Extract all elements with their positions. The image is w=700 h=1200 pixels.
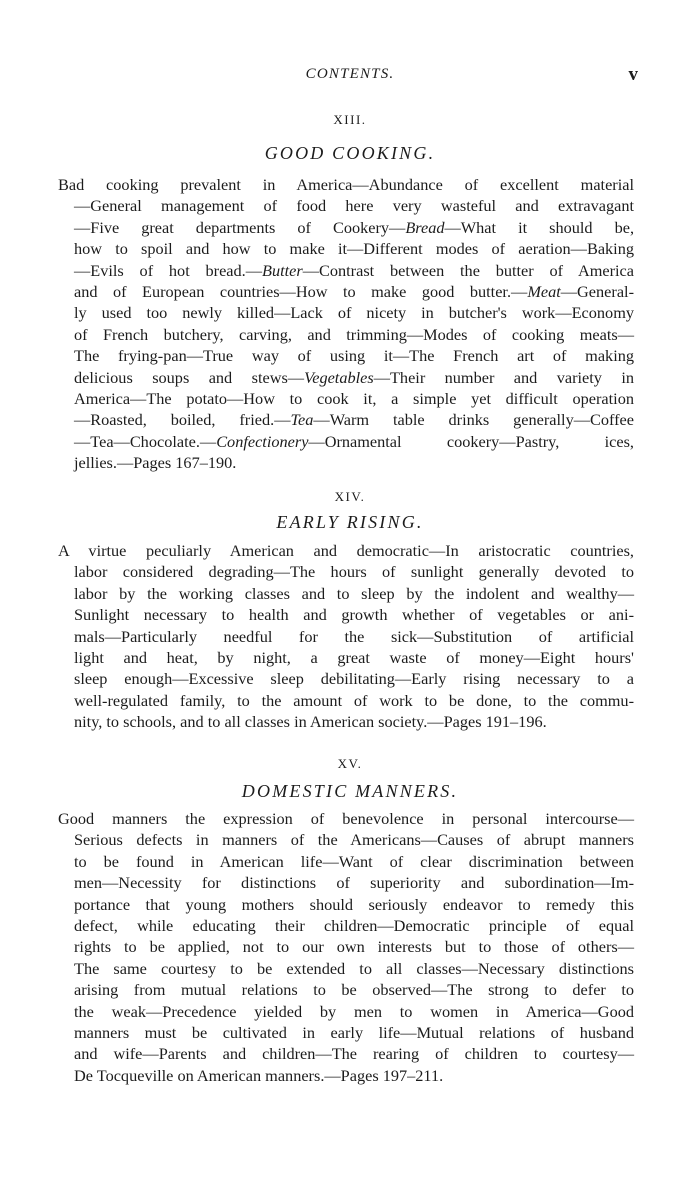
running-head-title: CONTENTS. [305, 66, 395, 82]
summary-line: well-regulated family, to the amount of work to be done, to the commu- [74, 690, 634, 710]
summary-line: the weak—Precedence yielded by men to women in America—Good [74, 1001, 634, 1021]
summary-line: defect, while educating their children—Democratic principle of equal [74, 915, 634, 935]
topic-heading: Meat [527, 281, 561, 301]
chapter-summary [58, 174, 634, 473]
summary-line: Bad cooking prevalent in America—Abundance of excellent material [58, 175, 634, 194]
summary-line: America—The potato—How to cook it, a simple yet difficult operation [74, 388, 634, 408]
summary-line: A virtue peculiarly American and democratic—In aristocratic countries, [58, 541, 634, 560]
topic-heading: Confectionery [216, 431, 309, 451]
summary-line: Sunlight necessary to health and growth whether of vegetables or ani- [74, 605, 634, 625]
summary-line: —General management of food here very wasteful and extravagant [74, 196, 634, 216]
summary-line: labor by the working classes and to sleep by the indolent and wealthy— [74, 583, 634, 603]
summary-line: to be found in American life—Want of clear discrimination between [74, 851, 634, 871]
summary-line: ly used too newly killed—Lack of nicety in butcher's work—Economy [74, 303, 634, 323]
summary-line: labor considered degrading—The hours of sunlight generally devoted to [74, 562, 634, 582]
summary-line: The frying-pan—True way of using it—The French art of making [74, 346, 634, 366]
summary-line: arising from mutual relations to be observed—The strong to defer to [74, 980, 634, 1000]
summary-line: Serious defects in manners of the Americans—Causes of abrupt manners [74, 830, 634, 850]
running-head [0, 66, 700, 90]
summary-line: De Tocqueville on American manners.—Pages 197–211. [74, 1065, 444, 1085]
summary-line: rights to be applied, not to our own interests but to those of others— [74, 937, 634, 957]
summary-line: of French butchery, carving, and trimming—Modes of cooking meats— [74, 324, 634, 344]
summary-line: men—Necessity for distinctions of superiority and subordination—Im- [74, 873, 634, 893]
summary-line: —Five great departments of Cookery—Bread—What it should be, [74, 217, 635, 237]
summary-line: mals—Particularly needful for the sick—Substitution of artificial [74, 626, 634, 646]
summary-line: jellies.—Pages 167–190. [74, 453, 237, 473]
topic-heading: Butter [262, 260, 303, 280]
summary-line: delicious soups and stews—Vegetables—Their number and variety in [74, 367, 634, 387]
summary-line: —Tea—Chocolate.—Confectionery—Ornamental cookery—Pastry, ices, [74, 431, 634, 451]
summary-line: how to spoil and how to make it—Different modes of aeration—Baking [74, 239, 634, 259]
summary-line: and of European countries—How to make good butter.—Meat—General- [74, 281, 634, 301]
summary-line: sleep enough—Excessive sleep debilitating—Early rising necessary to a [74, 669, 634, 689]
summary-line: portance that young mothers should seriously endeavor to remedy this [74, 894, 634, 914]
topic-heading: Tea [290, 410, 314, 430]
summary-line: light and heat, by night, a great waste of money—Eight hours' [74, 647, 634, 667]
topic-heading: Vegetables [304, 367, 374, 387]
chapter-summary [58, 808, 634, 1086]
summary-line: —Evils of hot bread.—Butter—Contrast between the butter of America [74, 260, 634, 280]
topic-heading: Bread [405, 217, 445, 237]
summary-line: —Roasted, boiled, fried.—Tea—Warm table drinks generally—Coffee [74, 410, 634, 430]
summary-line: The same courtesy to be extended to all classes—Necessary distinctions [74, 958, 634, 978]
summary-line: nity, to schools, and to all classes in American society.—Pages 191–196. [74, 712, 547, 732]
chapter-number: XV. [337, 756, 363, 771]
chapter-title: EARLY RISING. [276, 512, 424, 532]
chapter-title: GOOD COOKING. [264, 143, 436, 163]
page-number: v [628, 64, 638, 85]
chapter-summary [58, 540, 634, 733]
summary-line: manners must be cultivated in early life—Mutual relations of husband [74, 1022, 634, 1042]
summary-line: Good manners the expression of benevolence in personal intercourse— [58, 809, 634, 828]
chapter-number: XIV. [334, 489, 366, 504]
chapter-number: XIII. [333, 112, 367, 127]
summary-line: and wife—Parents and children—The rearing of children to courtesy— [74, 1044, 634, 1064]
chapter-title: DOMESTIC MANNERS. [241, 781, 459, 801]
